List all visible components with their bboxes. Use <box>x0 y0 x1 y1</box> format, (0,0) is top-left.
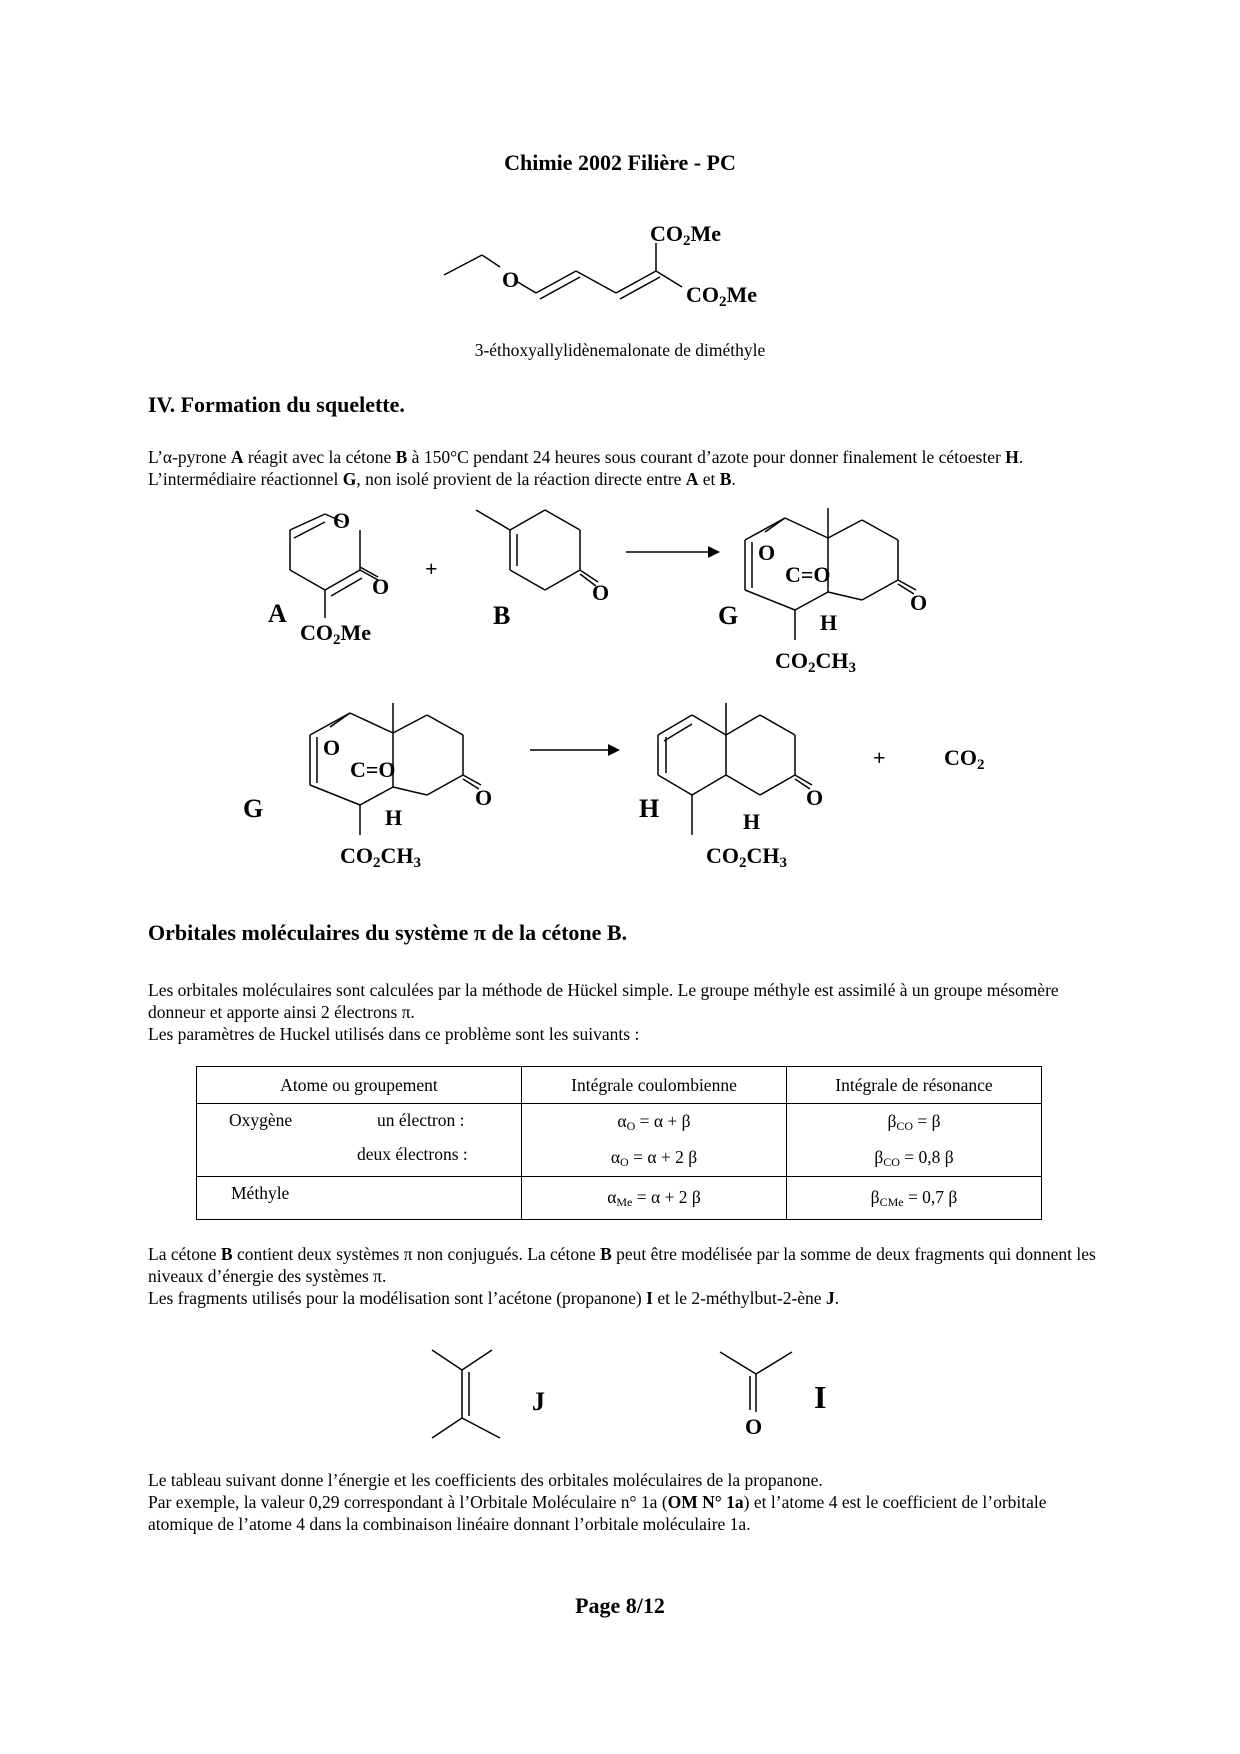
svg-text:O: O <box>475 785 493 810</box>
table-cell: $\alpha_O = \alpha + \beta$ <box>522 1104 787 1141</box>
svg-text:H: H <box>743 809 761 834</box>
table-cell: Oxygène un électron : <box>197 1104 522 1141</box>
table-header: Atome ou groupement <box>197 1067 522 1104</box>
label-G: G <box>718 601 739 630</box>
fragments-structures <box>420 1340 860 1450</box>
plus-sign-2: + <box>873 745 886 770</box>
svg-text:O: O <box>806 785 824 810</box>
ester-top: CO2Me <box>650 221 722 249</box>
svg-text:O: O <box>758 540 776 565</box>
table-cell: $\beta_{CMe} = 0,7$ β <box>787 1177 1042 1220</box>
table-cell: $\beta_{CO} = 0,8$ β <box>787 1140 1042 1177</box>
section-title: IV. Formation du squelette. <box>148 392 405 417</box>
svg-text:C=O: C=O <box>785 562 831 587</box>
svg-text:O: O <box>910 590 928 615</box>
table-cell: deux électrons : <box>197 1140 522 1177</box>
page-number: Page 8/12 <box>575 1593 665 1618</box>
table-cell: $\alpha_O = \alpha + 2$ β <box>522 1140 787 1177</box>
ester-G: CO2CH3 <box>775 648 856 676</box>
plus-sign: + <box>425 556 438 581</box>
label-J: J <box>532 1387 545 1416</box>
malonate-structure <box>430 215 810 315</box>
paragraph-fragments: La cétone B contient deux systèmes π non conjugués. La cétone B peut être modélisée par la somme de deux fragments qui donnent les niveaux d’énergie des systèmes π. Les fragments utilisés pour la modélisation sont l’acétone (propanone) I et le 2-méthylbut-2-ène J. <box>148 1244 1096 1308</box>
paragraph-intro: L’α-pyrone A réagit avec la cétone B à 150°C pendant 24 heures sous courant d’azote pour donner finalement le cétoester H. L’intermédiaire réactionnel G, non isolé provient de la réaction directe entre A et B. <box>148 447 1024 489</box>
co2-product: CO2 <box>944 745 985 773</box>
ester-H: CO2CH3 <box>706 843 787 871</box>
svg-text:O: O <box>592 580 610 605</box>
svg-text:O: O <box>745 1414 763 1439</box>
ester-bottom: CO2Me <box>686 282 758 310</box>
table-header: Intégrale de résonance <box>787 1067 1042 1104</box>
table-cell: $\beta_{CO} = \beta$ <box>787 1104 1042 1141</box>
svg-text:O: O <box>372 574 390 599</box>
label-B: B <box>493 601 511 630</box>
oxygen-label: O <box>502 267 520 292</box>
svg-text:O: O <box>333 508 351 533</box>
ester-G-2: CO2CH3 <box>340 843 421 871</box>
structure-caption: 3-éthoxyallylidènemalonate de diméthyle <box>474 340 766 360</box>
label-I: I <box>814 1379 827 1415</box>
reaction-scheme-1 <box>240 500 1040 690</box>
page-title: Chimie 2002 Filière - PC <box>504 150 736 175</box>
svg-text:O: O <box>323 735 341 760</box>
svg-text:H: H <box>385 805 403 830</box>
huckel-parameters-table <box>196 1066 1042 1220</box>
orbitals-title: Orbitales moléculaires du système π de la cétone B. <box>148 920 628 945</box>
svg-text:H: H <box>820 610 838 635</box>
paragraph-huckel: Les orbitales moléculaires sont calculées par la méthode de Hückel simple. Le groupe méthyle est assimilé à un groupe mésomère donneur et apporte ainsi 2 électrons π. Les paramètres de Huckel utilisés dans ce problème sont les suivants : <box>148 980 1059 1044</box>
paragraph-table-explanation: Le tableau suivant donne l’énergie et les coefficients des orbitales moléculaires de la propanone. Par exemple, la valeur 0,29 correspondant à l’Orbitale Moléculaire n° 1a (OM N° 1a) et l’atome 4 est le coefficient de l’orbitale atomique de l’atome 4 dans la combinaison linéaire donnant l’orbitale moléculaire 1a. <box>148 1470 1047 1534</box>
table-cell: Méthyle <box>197 1177 522 1220</box>
table-cell: $\alpha_{Me} = \alpha + 2$ β <box>522 1177 787 1220</box>
svg-text:C=O: C=O <box>350 757 396 782</box>
reaction-scheme-2 <box>240 695 1040 885</box>
label-G-2: G <box>243 794 264 823</box>
ester-A: CO2Me <box>300 620 372 648</box>
table-header: Intégrale coulombienne <box>522 1067 787 1104</box>
label-H: H <box>639 794 660 823</box>
label-A: A <box>268 599 287 628</box>
